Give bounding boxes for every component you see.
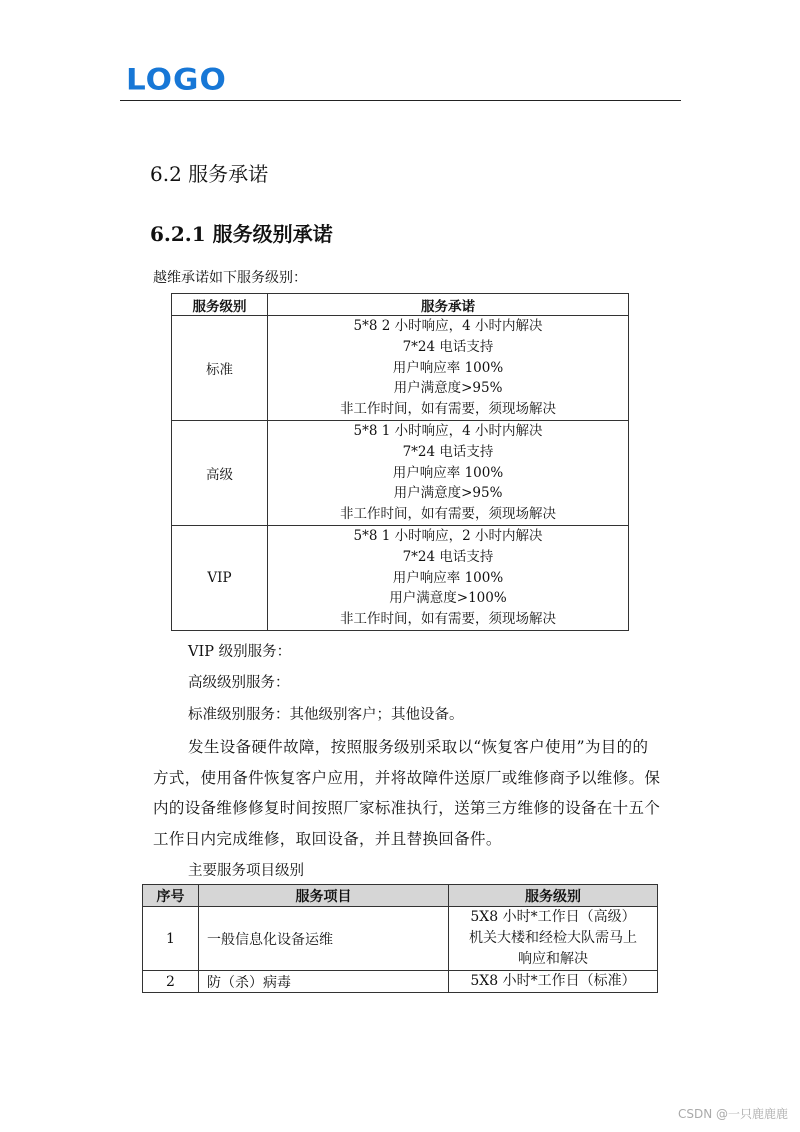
commitment-line: 非工作时间，如有需要，须现场解决: [340, 506, 556, 523]
commitment-line: 7*24 电话支持: [402, 338, 494, 355]
service-level-cell: [449, 971, 658, 993]
items-caption: 主要服务项目级别: [188, 863, 304, 879]
service-level-line: 机关大楼和经检大队需马上: [469, 930, 637, 946]
column-header: 服务承诺: [268, 294, 629, 316]
paragraph-line: 发生设备硬件故障，按照服务级别采取以“恢复客户使用”为目的的: [188, 738, 649, 756]
commitment-line: 5*8 1 小时响应，2 小时内解决: [353, 527, 543, 544]
standard-level-text: 标准级别服务：其他级别客户；其他设备。: [188, 707, 464, 723]
table-row: [143, 907, 658, 971]
service-item-name: 一般信息化设备运维: [199, 907, 449, 971]
column-header: 服务级别: [172, 294, 268, 316]
section-heading: 6.2 服务承诺: [150, 162, 269, 186]
commitment-line: 5*8 2 小时响应，4 小时内解决: [353, 318, 543, 334]
paragraph-line: 工作日内完成维修，取回设备，并且替换回备件。: [153, 830, 502, 848]
subsection-heading: 6.2.1 服务级别承诺: [150, 222, 333, 246]
column-header: 序号: [143, 885, 199, 907]
service-level-line: 响应和解决: [518, 951, 588, 967]
vip-level-text: VIP 级别服务：: [188, 644, 292, 660]
table-header-row: [143, 885, 658, 907]
level-cell: VIP: [172, 525, 268, 630]
service-level-line: 5X8 小时*工作日（标准）: [470, 973, 636, 989]
table-row: [172, 316, 629, 421]
intro-text: 越维承诺如下服务级别：: [153, 270, 307, 286]
level-cell: 高级: [172, 420, 268, 525]
commitment-line: 用户响应率 100%: [392, 569, 504, 586]
service-item-name: 防（杀）病毒: [199, 971, 449, 993]
table-row: [143, 971, 658, 993]
service-level-table: [171, 293, 629, 631]
logo: LOGO: [126, 62, 227, 98]
paragraph-line: 方式，使用备件恢复客户应用，并将故障件送原厂或维修商予以维修。保: [153, 769, 661, 787]
commitment-line: 用户满意度>100%: [389, 590, 507, 607]
commitment-line: 非工作时间，如有需要，须现场解决: [340, 401, 556, 418]
service-level-cell: [449, 907, 658, 971]
commitment-cell: [268, 525, 629, 630]
column-header: 服务级别: [449, 885, 658, 907]
table-row: [172, 525, 629, 630]
commitment-line: 用户满意度>95%: [393, 485, 503, 502]
commitment-line: 5*8 1 小时响应，4 小时内解决: [353, 422, 543, 439]
table-row: [172, 420, 629, 525]
commitment-line: 用户响应率 100%: [392, 359, 504, 376]
row-number: 1: [143, 907, 199, 971]
table-header-row: [172, 294, 629, 316]
commitment-line: 非工作时间，如有需要，须现场解决: [340, 611, 556, 628]
commitment-cell: [268, 420, 629, 525]
service-level-line: 5X8 小时*工作日（高级）: [470, 909, 636, 925]
row-number: 2: [143, 971, 199, 993]
level-cell: 标准: [172, 316, 268, 421]
watermark: CSDN @一只鹿鹿鹿: [677, 1107, 788, 1121]
commitment-line: 用户响应率 100%: [392, 464, 504, 481]
commitment-line: 用户满意度>95%: [393, 380, 503, 397]
header-divider: [120, 100, 681, 101]
service-items-table: [142, 884, 658, 993]
commitment-line: 7*24 电话支持: [402, 548, 494, 565]
commitment-cell: [268, 316, 629, 421]
commitment-line: 7*24 电话支持: [402, 443, 494, 460]
advanced-level-text: 高级级别服务：: [188, 675, 290, 691]
column-header: 服务项目: [199, 885, 449, 907]
paragraph-line: 内的设备维修修复时间按照厂家标准执行，送第三方维修的设备在十五个: [153, 799, 661, 817]
